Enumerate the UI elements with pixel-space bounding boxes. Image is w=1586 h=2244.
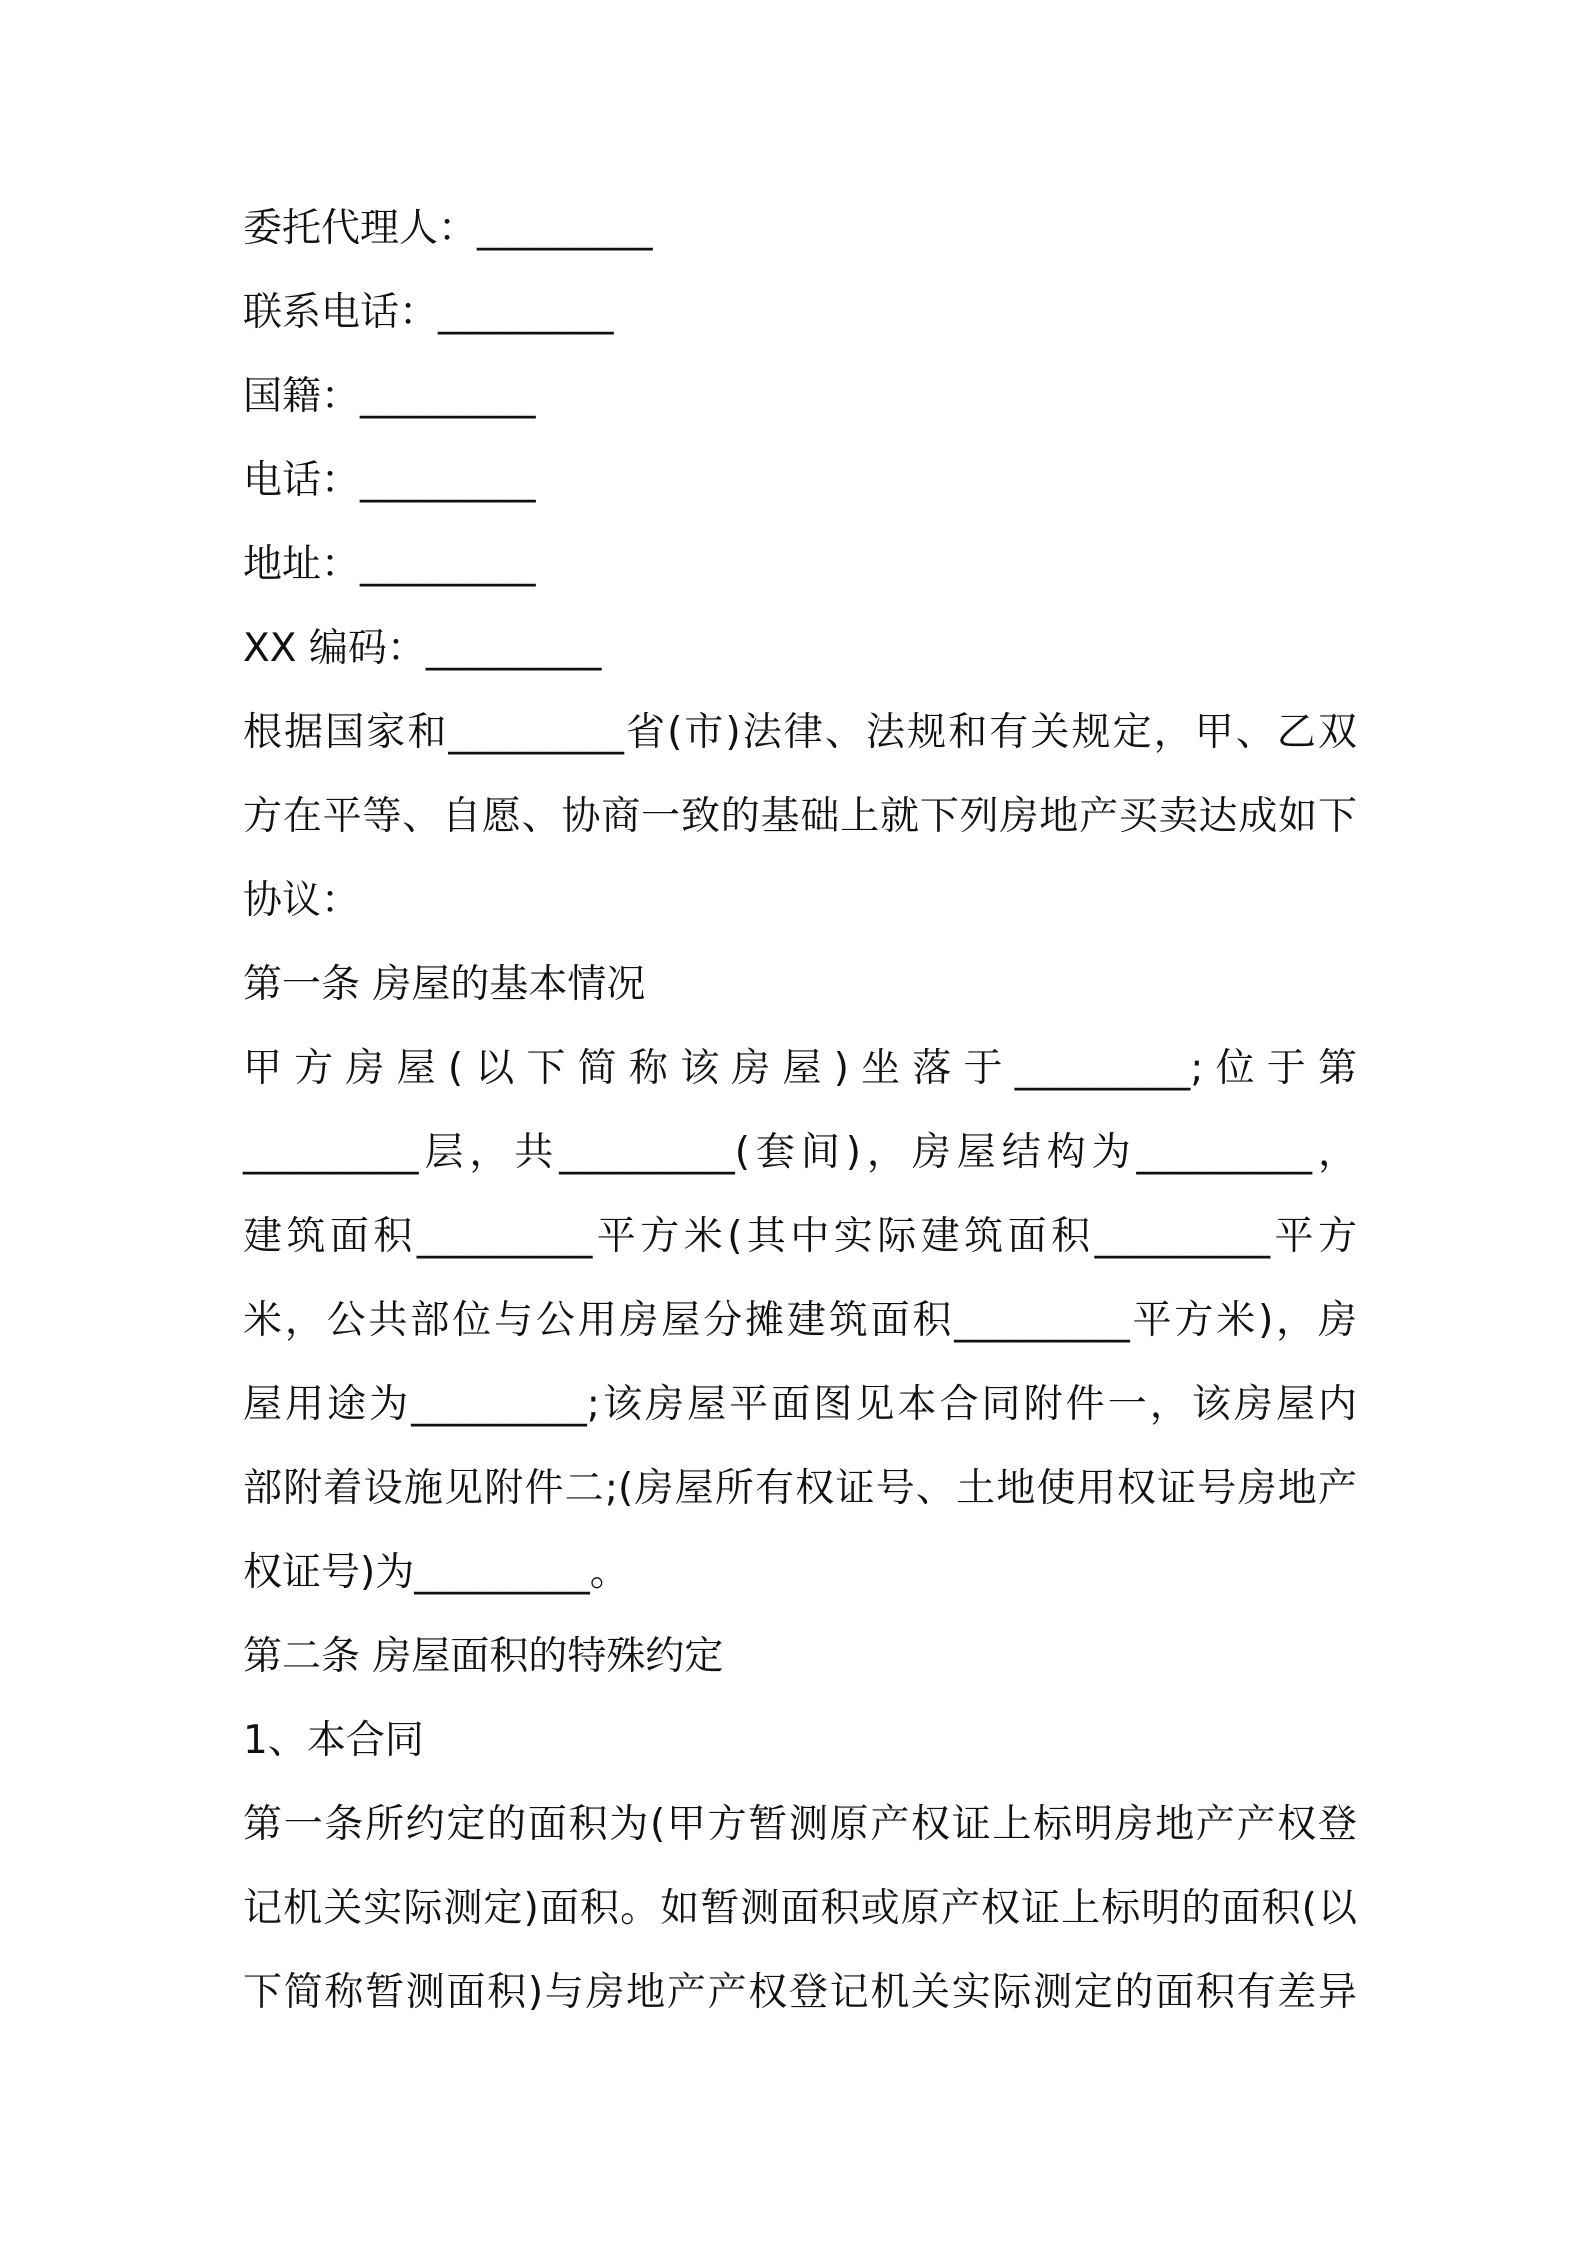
article-1-heading: 第一条 房屋的基本情况	[243, 962, 646, 1007]
article-1-line-4: 米，公共部位与公用房屋分摊建筑面积_________平方米)，房	[243, 1298, 1357, 1343]
contact-phone-field: 联系电话：_________	[243, 290, 614, 335]
preamble-line-3: 协议：	[243, 878, 361, 923]
article-1-line-3: 建筑面积_________平方米(其中实际建筑面积_________平方	[243, 1214, 1357, 1259]
nationality-field: 国籍：_________	[243, 374, 536, 419]
article-1-line-7: 权证号)为_________。	[243, 1550, 629, 1595]
postal-code-field: XX 编码：_________	[243, 626, 602, 671]
article-2-heading: 第二条 房屋面积的特殊约定	[243, 1634, 724, 1679]
article-1-line-2: _________层，共_________(套间)，房屋结构为_________，	[243, 1130, 1357, 1175]
article-1-line-5: 屋用途为_________;该房屋平面图见本合同附件一，该房屋内	[243, 1382, 1357, 1427]
article-2-line-2: 记机关实际测定)面积。如暂测面积或原产权证上标明的面积(以	[243, 1886, 1357, 1931]
article-2-line-1: 第一条所约定的面积为(甲方暂测原产权证上标明房地产产权登	[243, 1802, 1357, 1847]
preamble-line-1: 根据国家和_________省(市)法律、法规和有关规定，甲、乙双	[243, 710, 1357, 755]
preamble-line-2: 方在平等、自愿、协商一致的基础上就下列房地产买卖达成如下	[243, 794, 1357, 839]
article-2-item-1: 1、本合同	[243, 1718, 424, 1763]
article-2-line-3: 下简称暂测面积)与房地产产权登记机关实际测定的面积有差异	[243, 1970, 1357, 2015]
article-1-line-1: 甲方房屋(以下简称该房屋)坐落于_________;位于第	[243, 1046, 1357, 1091]
article-1-line-6: 部附着设施见附件二;(房屋所有权证号、土地使用权证号房地产	[243, 1466, 1357, 1511]
agent-field: 委托代理人：_________	[243, 206, 653, 251]
address-field: 地址：_________	[243, 542, 536, 587]
phone-field: 电话：_________	[243, 458, 536, 503]
